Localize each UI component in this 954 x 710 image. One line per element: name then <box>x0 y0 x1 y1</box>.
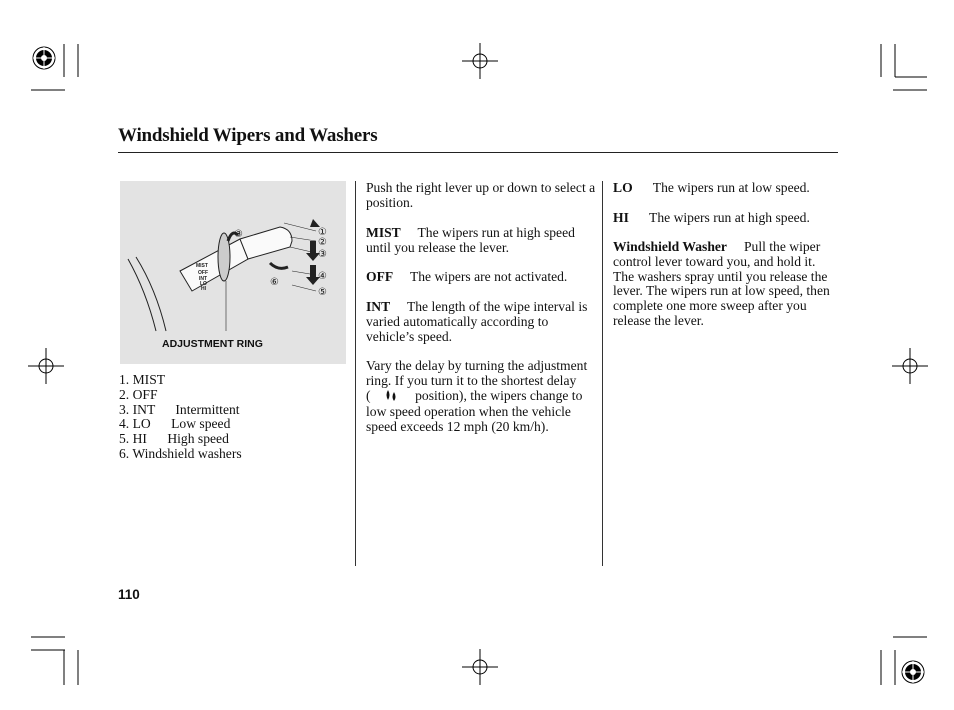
lever-label: LO <box>200 281 207 287</box>
page-number: 110 <box>118 587 140 602</box>
hi-paragraph <box>613 211 838 226</box>
vary-text-b: position), the wipers change to low speed operation when the vehicle speed exceeds 12 mph (20 km/h). <box>366 387 583 435</box>
intro-paragraph: Push the right lever up or down to select a position. <box>366 180 596 210</box>
wiper-lever-illustration <box>120 181 346 364</box>
callout-3: ③ <box>318 249 327 260</box>
droplets-icon <box>384 389 398 406</box>
legend-list <box>119 373 242 462</box>
off-text: The wipers are not activated. <box>409 269 568 284</box>
callout-6: ⑥ <box>270 277 279 288</box>
hi-text: The wipers run at high speed. <box>649 210 810 225</box>
registration-mark-icon <box>892 348 928 384</box>
column-divider <box>602 181 603 566</box>
int-text: The length of the wipe interval is varied automatically according to vehicle’s speed. <box>366 299 588 344</box>
callout-2: ② <box>318 237 327 248</box>
figure-caption: ADJUSTMENT RING <box>162 338 263 350</box>
legend-item: 6. Windshield washers <box>119 445 242 461</box>
legend-item: 3. INT Intermittent <box>119 401 240 417</box>
washer-paragraph <box>613 240 835 329</box>
lever-label: INT <box>199 276 208 282</box>
legend-item: 5. HI High speed <box>119 431 229 447</box>
title-rule <box>118 152 838 153</box>
mist-paragraph <box>366 226 596 256</box>
crop-mark-icon <box>31 637 78 685</box>
wiper-lever-drawing <box>120 181 346 364</box>
lever-label: MIST <box>196 263 208 269</box>
callout-4: ④ <box>318 271 327 282</box>
lo-term: LO <box>613 180 633 195</box>
off-paragraph <box>366 270 598 285</box>
sunburst-registration-icon <box>902 661 924 683</box>
washer-term: Windshield Washer <box>613 239 727 254</box>
hi-term: HI <box>613 210 629 225</box>
legend-item: 4. LO Low speed <box>119 416 231 432</box>
page-title: Windshield Wipers and Washers <box>118 125 378 146</box>
lo-text: The wipers run at low speed. <box>652 180 810 195</box>
washer-text: Pull the wiper control lever toward you, and hold it. The washers spray until you release the lever. The wipers run at low speed, then complete one more sweep after you release the lever. <box>613 239 830 328</box>
callout-5: ⑤ <box>318 287 327 298</box>
lever-label: OFF <box>198 270 208 276</box>
legend-item: 1. MIST <box>119 372 166 387</box>
callout-3: ③ <box>234 229 243 240</box>
registration-mark-icon <box>28 348 64 384</box>
crop-mark-icon <box>881 44 927 90</box>
sunburst-registration-icon <box>33 47 55 69</box>
int-term: INT <box>366 299 391 314</box>
column-divider <box>355 181 356 566</box>
vary-text-a: Vary the delay by turning the adjustment ring. If you turn it to the shortest delay ( <box>366 358 588 403</box>
mist-term: MIST <box>366 225 401 240</box>
off-term: OFF <box>366 269 394 284</box>
lever-label: HI <box>201 286 206 292</box>
callout-1: ① <box>318 227 327 238</box>
int-paragraph <box>366 300 592 344</box>
registration-mark-icon <box>462 43 498 79</box>
mist-text: The wipers run at high speed until you release the lever. <box>366 225 575 255</box>
legend-item: 2. OFF <box>119 386 158 402</box>
lo-paragraph <box>613 181 838 196</box>
registration-mark-icon <box>462 649 498 685</box>
vary-paragraph <box>366 359 596 435</box>
